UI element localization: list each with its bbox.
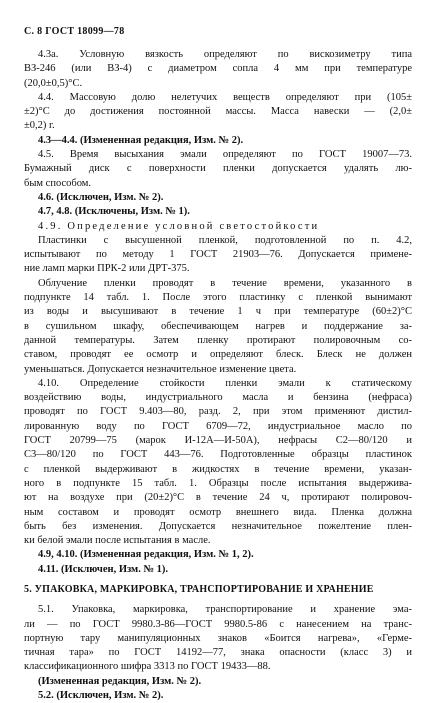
text-line: ным составом и проводят осмотр внешнего вида. Пленка должна [24, 506, 412, 518]
text-line: испытывают по методу 1 ГОСТ 21903—76. Допускается примене- [24, 249, 412, 261]
text-line: подпункте 14 табл. 1. После этого пластинку с пленкой вынимают [24, 292, 412, 304]
amendment-note: 5.2. (Исключен, Изм. № 2). [38, 690, 164, 702]
text-line: портную тару манипуляционных знаков «Боится нагрева», «Герме- [24, 632, 412, 644]
text-line: данной температуры. Затем пленку протирают полировочным со- [24, 334, 412, 346]
text-line: Облучение пленки проводят в течение времени, указанного в [38, 277, 412, 289]
text-line: 4.5. Время высыхания эмали определяют по ГОСТ 19007—73. [38, 149, 412, 161]
text-line: ±2)°С до достижения постоянной массы. Масса навески — (2,0± [24, 106, 412, 118]
text-line: из воды и высушивают в течение 1 ч при температуре (60±2)°С [24, 306, 412, 318]
subsection-heading: 4.9. Определение условной светостойкости [38, 220, 320, 232]
text-line: Пластинки с высушенной пленкой, подготовленной по п. 4.2, [38, 234, 412, 246]
document-body [24, 48, 412, 703]
amendment-note: 4.6. (Исключен, Изм. № 2). [38, 191, 164, 203]
text-line: 5.1. Упаковка, маркировка, транспортирование и хранение эма- [38, 604, 412, 616]
text-line: 4.3а. Условную вязкость определяют по вискозиметру типа [38, 49, 412, 60]
amendment-note: 4.9, 4.10. (Измененная редакция, Изм. № 1, 2). [38, 549, 254, 561]
text-line: ВЗ-246 (или ВЗ-4) с диаметром сопла 4 мм при температуре [24, 63, 412, 75]
text-line: ние ламп марки ПРК-2 или ДРТ-375. [24, 263, 190, 275]
text-line: ±0,2) г. [24, 120, 55, 132]
amendment-note: (Измененная редакция, Изм. № 2). [38, 675, 202, 687]
text-line: бым способом. [24, 177, 92, 189]
text-line: проводят по ГОСТ 9.403—80, разд. 2, при этом применяют дистил- [24, 406, 412, 418]
text-line: С3—80/120 по ГОСТ 443—76. Подготовленные образцы пластинок [24, 449, 412, 461]
text-line: 4.4. Массовую долю нелетучих веществ определяют при (105± [38, 91, 412, 103]
amendment-note: 4.3—4.4. (Измененная редакция, Изм. № 2). [38, 134, 244, 146]
text-line: тичная тара» по ГОСТ 14192—77, знака опасности (класс 3) и [24, 647, 412, 659]
text-line: 4.10. Определение стойкости пленки эмали к статическому [38, 377, 412, 389]
page-header: С. 8 ГОСТ 18099—78 [24, 26, 125, 37]
text-line: ГОСТ 20799—75 (марок И-12А—И-50А), нефрасы С2—80/120 и [24, 435, 412, 447]
text-line: уменьшаться. Допускается незначительное изменение цвета. [24, 363, 297, 375]
text-line: лированную воду по ГОСТ 6709—72, индустриальное масло по [24, 420, 412, 432]
amendment-note: 4.7, 4.8. (Исключены, Изм. № 1). [38, 206, 190, 218]
text-line: классификационного шифра 3313 по ГОСТ 19433—88. [24, 661, 271, 673]
amendment-note: 4.11. (Исключен, Изм. № 1). [38, 563, 169, 575]
text-line: с пленкой выдерживают в жидкостях в течение времени, указан- [24, 463, 412, 475]
text-line: быть без изменения. Допускается незначительное пожелтение плен- [24, 520, 412, 532]
text-line: в сушильном шкафу, обеспечивающем нагрев и поддержание за- [24, 320, 412, 332]
text-line: воздействию воды, индустриального масла и бензина (нефраса) [24, 392, 412, 404]
text-line: (20,0±0,5)°С. [24, 77, 83, 89]
text-line: ют на воздухе при (20±2)°С в течение 24 ч, протирают полировоч- [24, 492, 412, 504]
text-line: ного в подпункте 15 табл. 1. Образцы после испытания выдержива- [24, 477, 412, 489]
text-line: ки белой эмали после испытания в масле. [24, 535, 211, 547]
text-line: ли — по ГОСТ 9980.3-86—ГОСТ 9980.5-86 с нанесением на транс- [24, 618, 412, 630]
section-title: 5. УПАКОВКА, МАРКИРОВКА, ТРАНСПОРТИРОВАНИЕ И ХРАНЕНИЕ [24, 583, 374, 595]
text-line: ставом, проводят ее осмотр и определяют блеск. Блеск не должен [24, 349, 412, 361]
text-line: Бумажный диск с поверхности пленки допускается удалять лю- [24, 163, 412, 175]
